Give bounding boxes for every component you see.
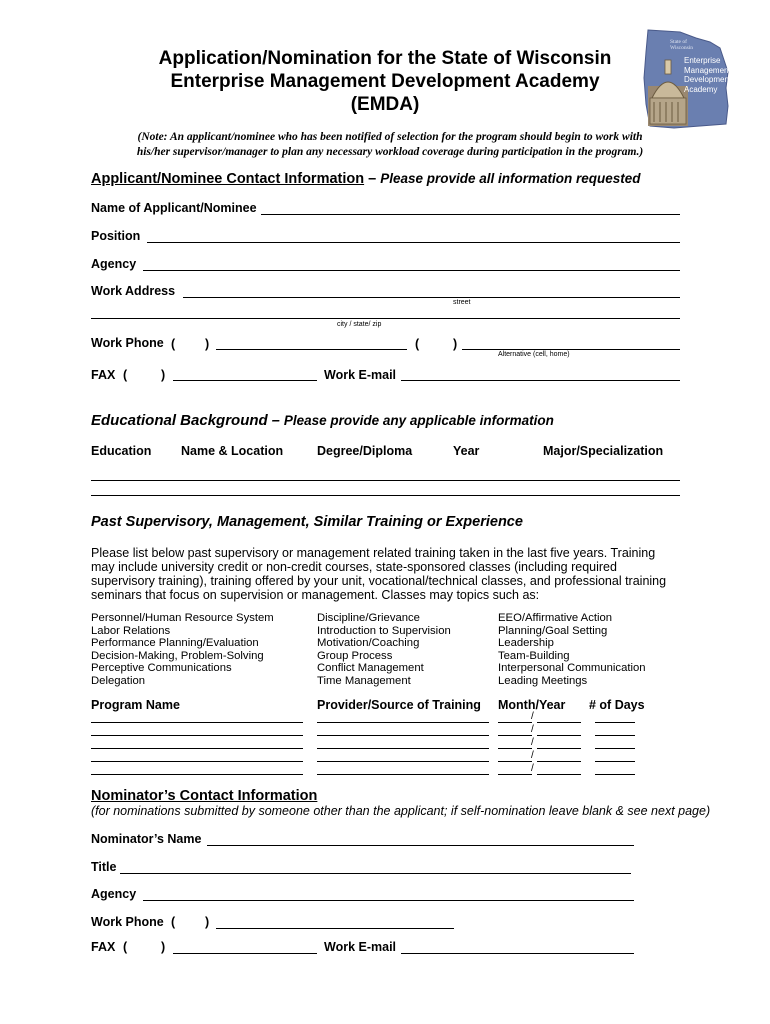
nominator-fax-paren-close: ): [161, 940, 166, 954]
nominator-name-label: Nominator’s Name: [91, 832, 202, 846]
title-line-1: Application/Nomination for the State of Wisconsin: [158, 48, 612, 69]
training-col-provider: Provider/Source of Training: [317, 698, 481, 712]
note-line-2: his/her supervisor/manager to plan any necessary workload coverage during participation in the program.): [136, 146, 644, 158]
topic-item: Discipline/Grievance: [317, 612, 420, 624]
contact-heading-note: Please provide all information requested: [380, 171, 641, 186]
provider-field[interactable]: [317, 774, 489, 775]
alt-phone-paren-close: ): [453, 337, 458, 351]
email-field[interactable]: [401, 380, 680, 381]
nominator-phone-label: Work Phone: [91, 915, 164, 929]
nominator-heading: [91, 788, 317, 804]
edu-col-degree: Degree/Diploma: [317, 444, 413, 458]
selection-note: [90, 130, 690, 160]
days-field[interactable]: [595, 722, 635, 723]
position-label: Position: [91, 229, 141, 243]
fax-field[interactable]: [173, 380, 317, 381]
topic-item: Planning/Goal Setting: [498, 624, 608, 637]
nominator-phone-paren-open: (: [171, 915, 176, 929]
agency-field[interactable]: [143, 270, 680, 271]
nominator-agency-label: Agency: [91, 887, 137, 901]
training-col-days: # of Days: [589, 698, 645, 712]
page-title: [120, 47, 650, 116]
contact-heading: [91, 171, 641, 187]
days-field[interactable]: [595, 761, 635, 762]
month-field[interactable]: [498, 748, 532, 749]
alt-phone-field[interactable]: [462, 349, 680, 350]
topic-item: Introduction to Supervision: [317, 624, 451, 637]
year-field[interactable]: [537, 722, 581, 723]
training-heading: Past Supervisory, Management, Similar Training or Experience: [91, 514, 523, 530]
nominator-fax-field[interactable]: [173, 953, 317, 954]
month-year-separator: /: [531, 724, 534, 735]
edu-col-major: Major/Specialization: [543, 444, 664, 458]
nominator-email-label: Work E-mail: [324, 940, 397, 954]
alt-phone-caption: Alternative (cell, home): [498, 351, 570, 358]
days-field[interactable]: [595, 735, 635, 736]
nominator-phone-paren-close: ): [205, 915, 210, 929]
training-para-line: may include university credit or non-credit courses, state-sponsored classes (including required: [91, 560, 617, 574]
provider-field[interactable]: [317, 735, 489, 736]
topic-item: Labor Relations: [91, 624, 171, 637]
topic-item: Delegation: [91, 674, 146, 687]
days-field[interactable]: [595, 748, 635, 749]
alt-phone-paren-open: (: [415, 337, 420, 351]
logo-line-1: State of: [670, 39, 687, 45]
agency-label: Agency: [91, 257, 137, 271]
fax-paren-open: (: [123, 368, 128, 382]
education-heading: [91, 412, 554, 429]
logo-line-4: Management: [684, 65, 731, 75]
month-field[interactable]: [498, 761, 532, 762]
days-field[interactable]: [595, 774, 635, 775]
topic-item: Leading Meetings: [498, 674, 588, 687]
topic-item: Performance Planning/Evaluation: [91, 637, 259, 650]
contact-heading-dash: –: [364, 171, 381, 187]
program-name-field[interactable]: [91, 748, 303, 749]
nominator-title-label: Title: [91, 860, 117, 874]
education-line-2[interactable]: [91, 495, 680, 496]
title-line-3: (EMDA): [350, 94, 420, 115]
training-col-program: Program Name: [91, 698, 180, 712]
edu-col-year: Year: [453, 444, 480, 458]
training-paragraph: [91, 546, 701, 602]
topics-column-3: [498, 612, 646, 688]
edu-col-name-location: Name & Location: [181, 444, 284, 458]
name-field[interactable]: [261, 214, 680, 215]
note-line-1: (Note: An applicant/nominee who has been notified of selection for the program should begin to work with: [137, 131, 643, 143]
training-para-line: Please list below past supervisory or management related training taken in the last five years. Training: [91, 546, 656, 560]
education-line-1[interactable]: [91, 480, 680, 481]
nominator-name-field[interactable]: [207, 845, 634, 846]
logo-state-caption: [670, 39, 693, 51]
program-name-field[interactable]: [91, 761, 303, 762]
phone-field[interactable]: [216, 349, 407, 350]
logo-caption: [684, 56, 731, 94]
month-year-separator: /: [531, 711, 534, 722]
topic-item: Decision-Making, Problem-Solving: [91, 649, 264, 662]
education-heading-note: Please provide any applicable information: [283, 413, 554, 428]
topics-column-2: [317, 612, 451, 688]
street-caption: street: [453, 299, 471, 306]
year-field[interactable]: [537, 774, 581, 775]
program-name-field[interactable]: [91, 774, 303, 775]
phone-paren-close: ): [205, 337, 210, 351]
topic-item: Motivation/Coaching: [317, 637, 420, 650]
nominator-title-field[interactable]: [120, 873, 631, 874]
logo-line-5: Development: [684, 75, 732, 84]
phone-paren-open: (: [171, 337, 176, 351]
year-field[interactable]: [537, 735, 581, 736]
logo-line-6: Academy: [684, 84, 718, 94]
month-field[interactable]: [498, 722, 532, 723]
training-para-line: supervisory training), training offered by your unit, vocational/technical classes, and professional training: [91, 574, 667, 588]
fax-label: FAX: [91, 368, 116, 382]
month-year-separator: /: [531, 737, 534, 748]
topic-item: Personnel/Human Resource System: [91, 612, 274, 624]
contact-heading-title: Applicant/Nominee Contact Information: [91, 171, 365, 187]
logo-line-3: Enterprise: [684, 56, 721, 65]
phone-label: Work Phone: [91, 336, 164, 350]
edu-col-education: Education: [91, 444, 152, 458]
education-heading-title: Educational Background: [91, 412, 268, 429]
nominator-fax-label: FAX: [91, 940, 116, 954]
topic-item: EEO/Affirmative Action: [498, 612, 613, 624]
title-line-2: Enterprise Management Development Academy: [170, 71, 600, 92]
email-label: Work E-mail: [324, 368, 397, 382]
nominator-email-field[interactable]: [401, 953, 634, 954]
month-year-separator: /: [531, 750, 534, 761]
nominator-subnote: (for nominations submitted by someone other than the applicant; if self-nomination leave blank & see next page): [91, 804, 711, 818]
topic-item: Conflict Management: [317, 662, 424, 675]
name-label: Name of Applicant/Nominee: [91, 201, 257, 215]
education-heading-dash: –: [267, 413, 284, 429]
fax-paren-close: ): [161, 368, 166, 382]
topic-item: Group Process: [317, 649, 393, 662]
provider-field[interactable]: [317, 761, 489, 762]
year-field[interactable]: [537, 761, 581, 762]
provider-field[interactable]: [317, 748, 489, 749]
nominator-heading-title: Nominator’s Contact Information: [91, 788, 318, 804]
logo-line-2: Wisconsin: [670, 45, 693, 51]
month-field[interactable]: [498, 735, 532, 736]
year-field[interactable]: [537, 748, 581, 749]
city-field[interactable]: [91, 318, 680, 319]
city-caption: city / state/ zip: [337, 321, 382, 328]
emda-logo: [640, 26, 735, 132]
street-field[interactable]: [183, 297, 680, 298]
topic-item: Leadership: [498, 637, 554, 650]
month-field[interactable]: [498, 774, 532, 775]
position-field[interactable]: [147, 242, 680, 243]
topic-item: Perceptive Communications: [91, 662, 232, 675]
topic-item: Team-Building: [498, 649, 570, 662]
nominator-fax-paren-open: (: [123, 940, 128, 954]
program-name-field[interactable]: [91, 735, 303, 736]
nominator-phone-field[interactable]: [216, 928, 454, 929]
address-label: Work Address: [91, 284, 176, 298]
topic-item: Time Management: [317, 674, 411, 687]
training-para-line: seminars that focus on supervision or management. Classes may topics such as:: [91, 588, 540, 602]
provider-field[interactable]: [317, 722, 489, 723]
topic-item: Interpersonal Communication: [498, 662, 646, 675]
topics-column-1: [91, 612, 274, 688]
month-year-separator: /: [531, 763, 534, 774]
training-col-month-year: Month/Year: [498, 698, 566, 712]
nominator-agency-field[interactable]: [143, 900, 634, 901]
program-name-field[interactable]: [91, 722, 303, 723]
